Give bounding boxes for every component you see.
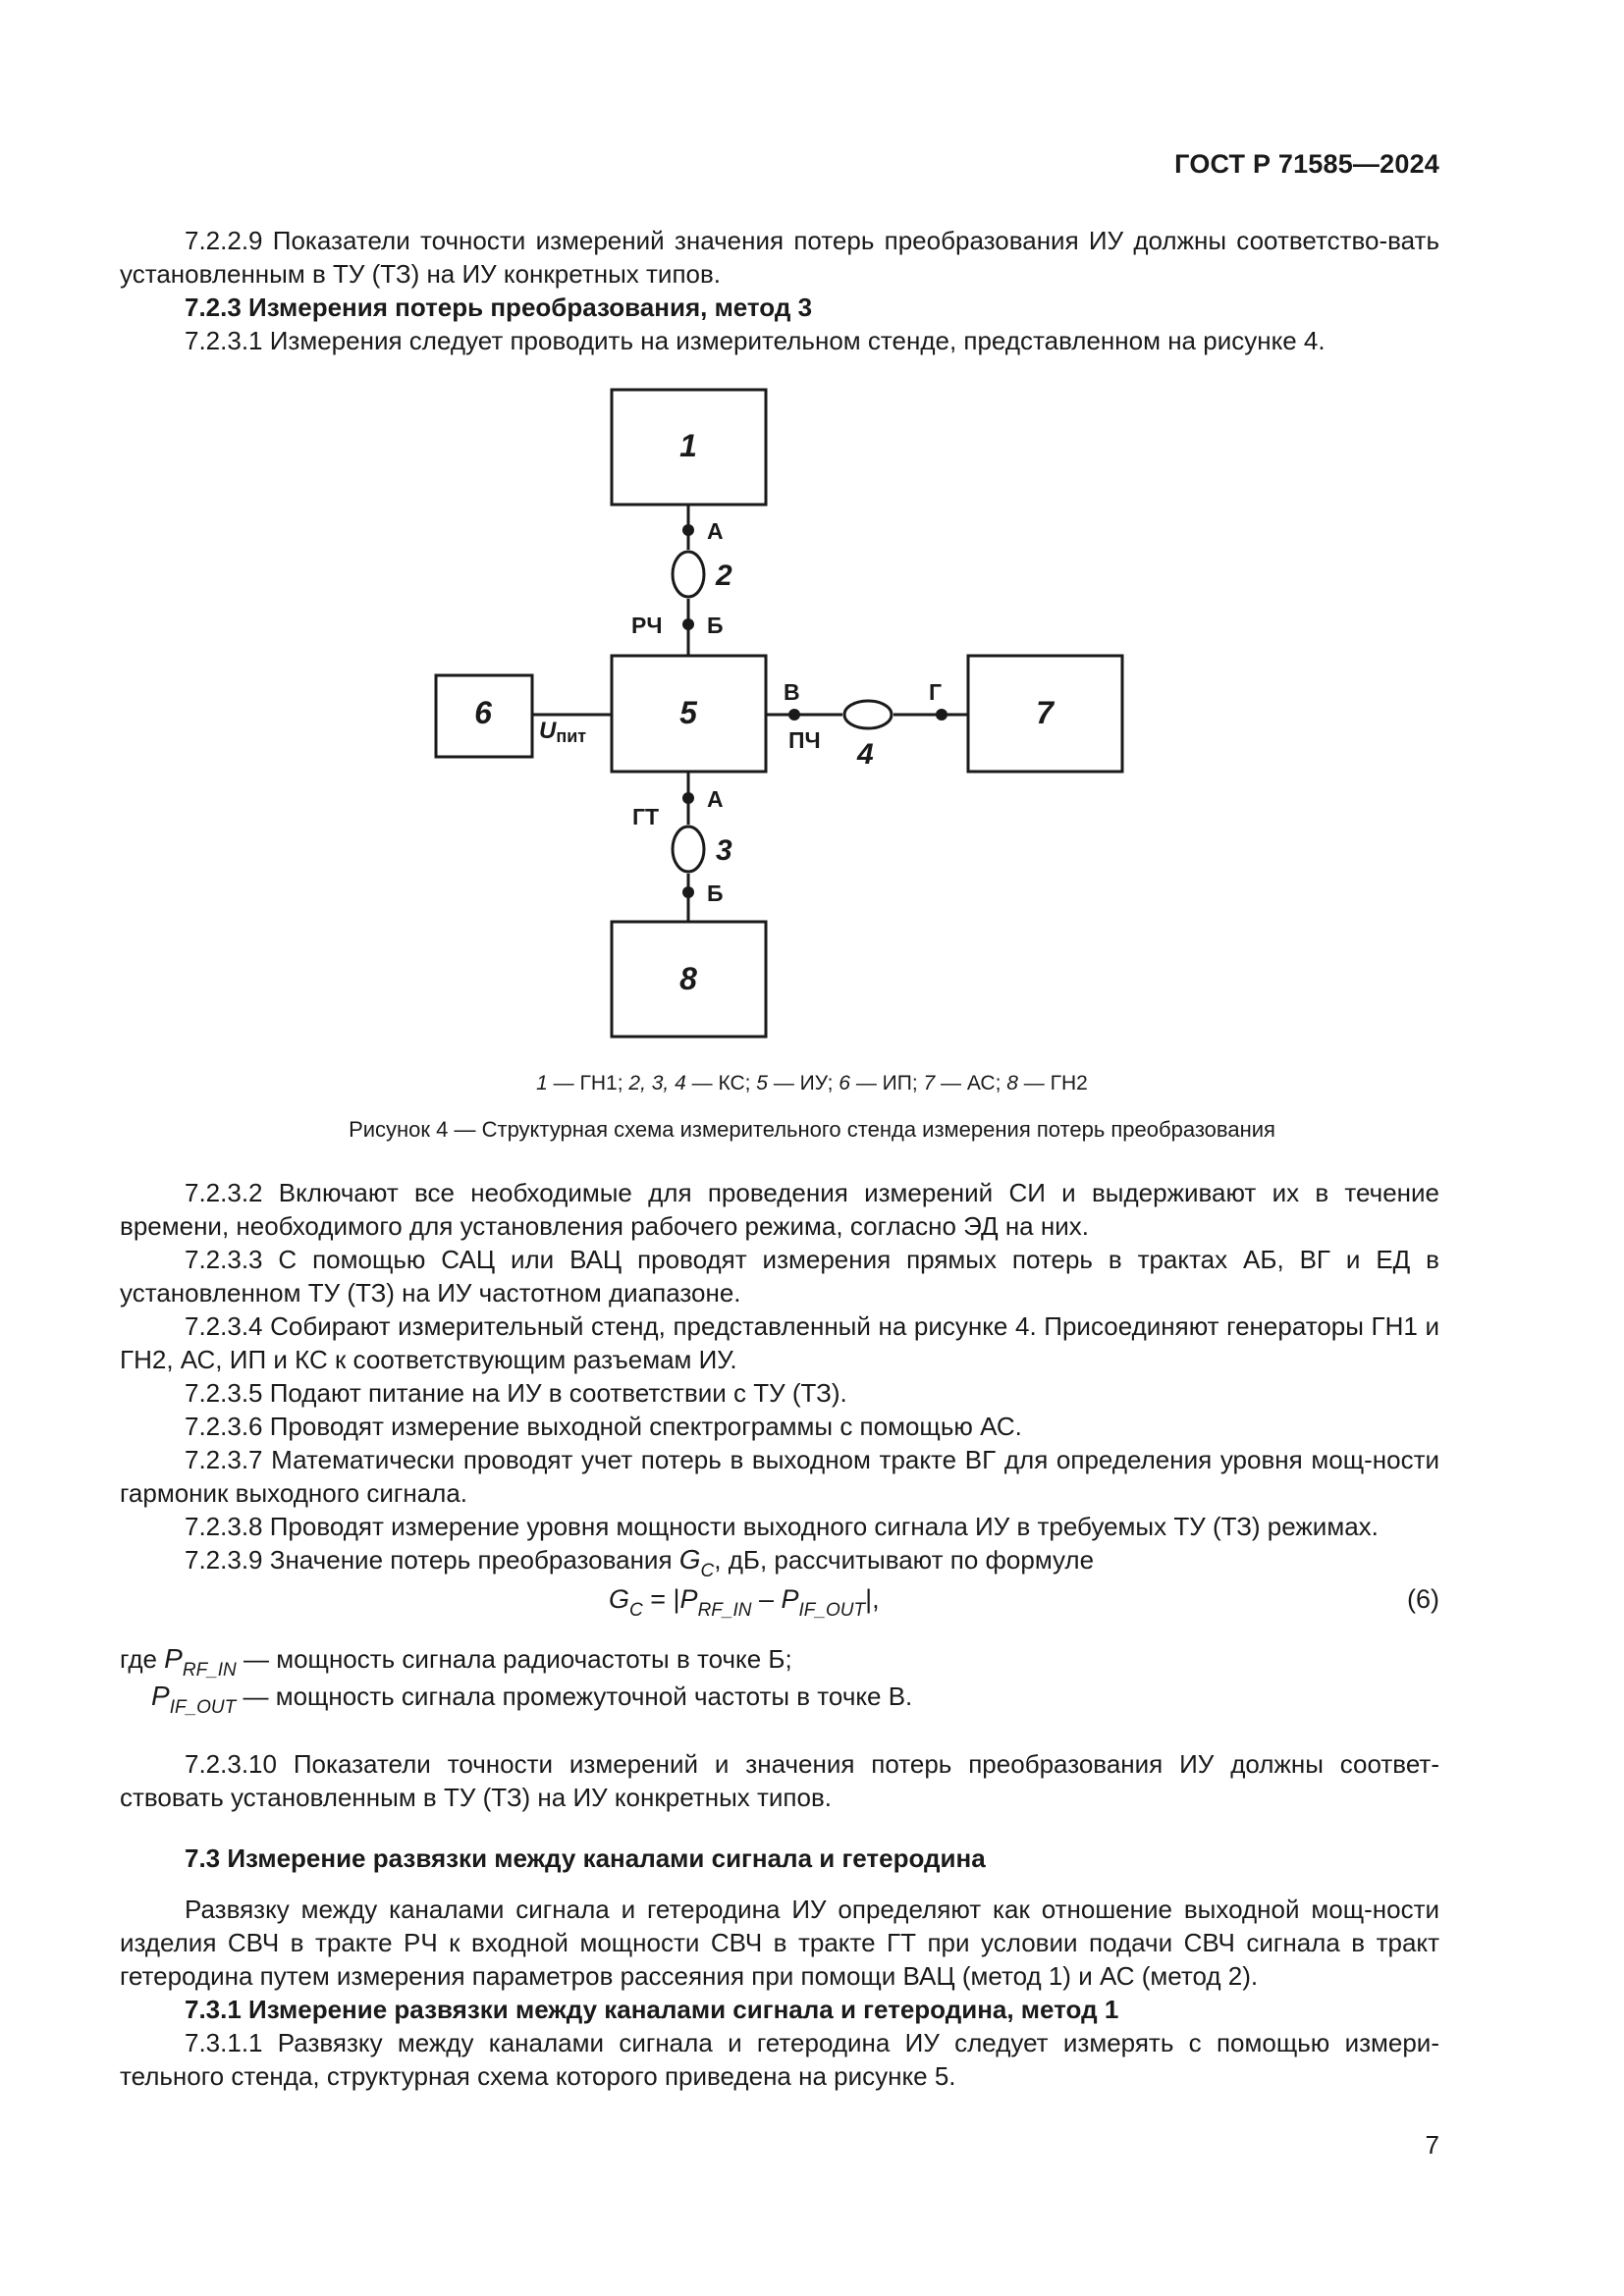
block-8-label: 8: [679, 961, 697, 996]
port-dot-right-g: [936, 709, 947, 721]
paragraph-7236: 7.2.3.6 Проводят измерение выходной спектрограммы с помощью АС.: [185, 1412, 1022, 1441]
coupler-2: [673, 552, 704, 597]
heading-723: 7.2.3 Измерения потерь преобразования, метод 3: [185, 293, 813, 322]
figure-4-diagram: [0, 373, 1624, 1139]
paragraph-7233: 7.2.3.3 С помощью САЦ или ВАЦ проводят измерения прямых потерь в трактах АБ, ВГ и ЕД в установленном ТУ (ТЗ) на ИУ частотном диапазоне.: [120, 1245, 1439, 1308]
figure-caption: Рисунок 4 — Структурная схема измерительного стенда измерения потерь преобразования: [349, 1117, 1275, 1142]
paragraph-7229: 7.2.2.9 Показатели точности измерений значения потерь преобразования ИУ должны соответство-вать установленным в ТУ (ТЗ) на ИУ конкретных типов.: [120, 226, 1439, 289]
paragraph-7239: 7.2.3.9 Значение потерь преобразования $G_C$, дБ, рассчитывают по формуле: [185, 1544, 1095, 1581]
paragraph-7234: 7.2.3.4 Собирают измерительный стенд, представленный на рисунке 4. Присоединяют генераторы ГН1 и ГН2, АС, ИП и КС к соответствующим разъемам ИУ.: [120, 1311, 1439, 1374]
coupler-4-label: 4: [857, 738, 874, 771]
text-block-middle: [120, 1176, 1439, 1580]
port-label-bottom-b: Б: [707, 881, 724, 906]
coupler-2-label: 2: [716, 560, 732, 592]
block-6-label: 6: [474, 695, 492, 730]
heading-73: 7.3 Измерение развязки между каналами сигнала и гетеродина: [185, 1843, 986, 1873]
heading-731: 7.3.1 Измерение развязки между каналами сигнала и гетеродина, метод 1: [185, 1995, 1119, 2024]
paragraph-7231: 7.2.3.1 Измерения следует проводить на измерительном стенде, представленном на рисунке 4.: [185, 326, 1326, 355]
text-block-bottom: [120, 1747, 1439, 2093]
port-label-right-if: ПЧ: [788, 727, 821, 753]
port-dot-right-v: [788, 709, 800, 721]
port-label-bottom-a: А: [707, 786, 724, 812]
coupler-3-label: 3: [716, 834, 732, 867]
paragraph-73: Развязку между каналами сигнала и гетеродина ИУ определяют как отношение выходной мощ-ности изделия СВЧ в тракте РЧ к входной мощности СВЧ в тракте ГТ при условии подачи СВЧ сигнала в тракт гетеродина путем измерения параметров рассеяния при помощи ВАЦ (метод 1) и АС (метод 2).: [120, 1895, 1439, 1991]
supply-label: Uпит: [539, 718, 587, 746]
coupler-4: [844, 701, 892, 728]
paragraph-7235: 7.2.3.5 Подают питание на ИУ в соответствии с ТУ (ТЗ).: [185, 1378, 847, 1408]
document-header: ГОСТ Р 71585—2024: [1174, 149, 1439, 179]
equation-number: (6): [1407, 1584, 1439, 1614]
port-dot-bottom-a: [682, 792, 694, 804]
port-dot-top-b: [682, 618, 694, 630]
port-dot-top-a: [682, 524, 694, 536]
page-number: 7: [1425, 2130, 1439, 2160]
paragraph-7311: 7.3.1.1 Развязку между каналами сигнала и гетеродина ИУ следует измерять с помощью измери-тельного стенда, структурная схема которого приведена на рисунке 5.: [120, 2028, 1439, 2091]
paragraph-7237: 7.2.3.7 Математически проводят учет потерь в выходном тракте ВГ для определения уровня мощ-ности гармоник выходного сигнала.: [120, 1445, 1439, 1508]
where-line-2: $P_{IF\_OUT}$ — мощность сигнала промежуточной частоты в точке В.: [151, 1681, 913, 1718]
coupler-3: [673, 827, 704, 872]
port-label-bottom-lo: ГТ: [632, 804, 660, 829]
text-block-top: [120, 224, 1439, 357]
port-label-top-a: А: [707, 518, 724, 544]
port-dot-bottom-b: [682, 886, 694, 898]
where-line-1: где $P_{RF\_IN}$ — мощность сигнала радиочастоты в точке Б;: [120, 1643, 792, 1681]
port-label-top-rf: РЧ: [631, 613, 663, 638]
port-label-right-v: В: [784, 679, 800, 705]
port-label-top-b: Б: [707, 613, 724, 638]
block-1-label: 1: [679, 428, 697, 463]
paragraph-7238: 7.2.3.8 Проводят измерение уровня мощности выходного сигнала ИУ в требуемых ТУ (ТЗ) режимах.: [185, 1512, 1379, 1541]
formula-6: $G_C = |P_{RF\_IN} - P_{IF\_OUT}|$,: [609, 1584, 880, 1621]
figure-legend: 1 — ГН1; 2, 3, 4 — КС; 5 — ИУ; 6 — ИП; 7 — АС; 8 — ГН2: [536, 1072, 1088, 1095]
block-7-label: 7: [1036, 695, 1054, 730]
paragraph-72310: 7.2.3.10 Показатели точности измерений и значения потерь преобразования ИУ должны соответ-ствовать установленным в ТУ (ТЗ) на ИУ конкретных типов.: [120, 1749, 1439, 1812]
port-label-right-g: Г: [929, 679, 943, 705]
paragraph-7232: 7.2.3.2 Включают все необходимые для проведения измерений СИ и выдерживают их в течение времени, необходимого для установления рабочего режима, согласно ЭД на них.: [120, 1178, 1439, 1241]
block-5-label: 5: [679, 695, 697, 730]
